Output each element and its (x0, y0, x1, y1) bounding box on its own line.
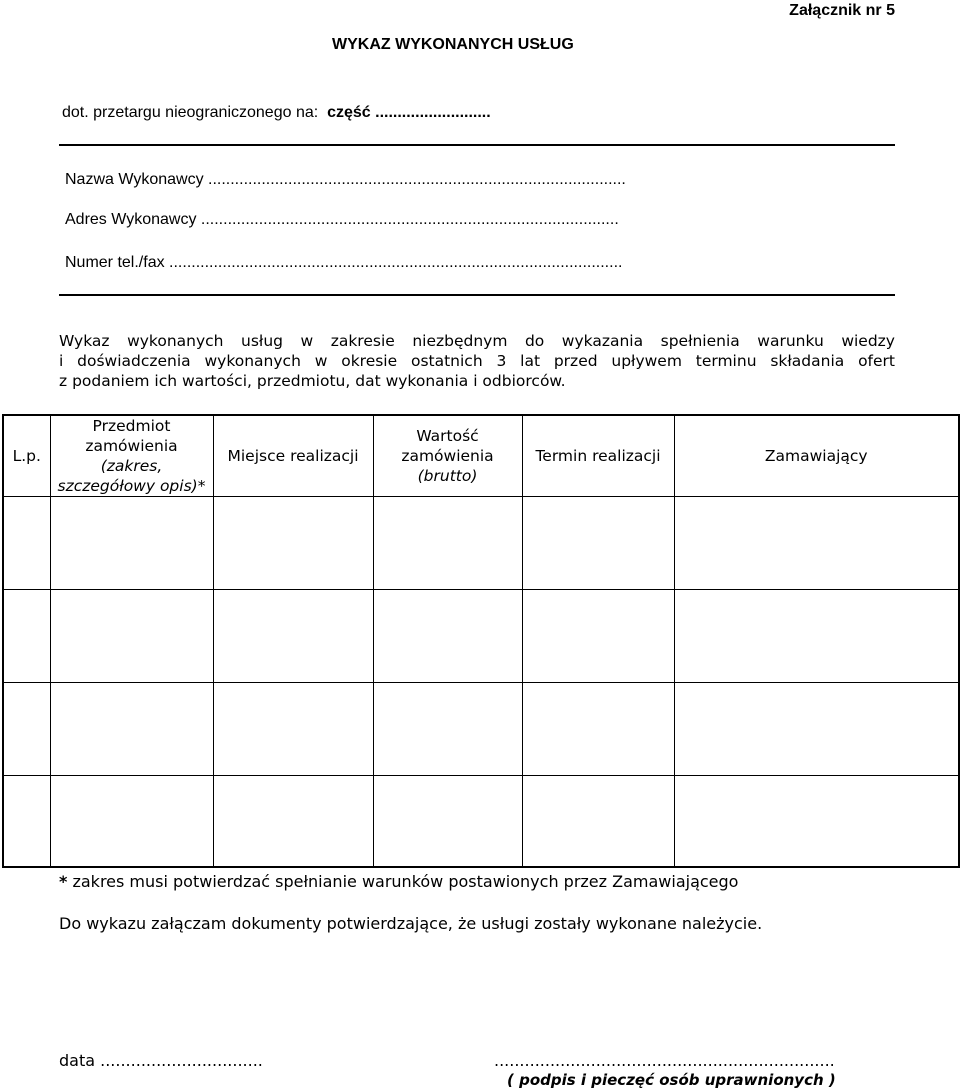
intro-paragraph (59, 331, 895, 391)
table-row (3, 683, 959, 776)
table-cell[interactable] (373, 683, 522, 776)
intro-line-2: i doświadczenia wykonanych w okresie ostatnich 3 lat przed upływem terminu składania ofert (59, 352, 895, 370)
table-cell[interactable] (522, 590, 674, 683)
table-cell[interactable] (3, 497, 50, 590)
scope-note-text: zakres musi potwierdzać spełnianie warunków postawionych przez Zamawiającego (72, 872, 739, 891)
table-cell[interactable] (674, 590, 959, 683)
date-field: data ................................ (59, 1051, 263, 1070)
table-cell[interactable] (373, 776, 522, 868)
header-client: Zamawiający (674, 415, 959, 497)
scope-note (59, 872, 738, 891)
header-value-note: (brutto) (417, 467, 478, 485)
annex-label: Załącznik nr 5 (789, 2, 895, 19)
table-row (3, 776, 959, 868)
header-subject (50, 415, 213, 497)
table-cell[interactable] (213, 776, 373, 868)
table-cell[interactable] (373, 590, 522, 683)
scope-note-star: * (59, 872, 68, 891)
header-place: Miejsce realizacji (213, 415, 373, 497)
table-cell[interactable] (50, 683, 213, 776)
header-subject-note: (zakres, szczegółowy opis)* (57, 457, 206, 495)
header-lp: L.p. (3, 415, 50, 497)
table-cell[interactable] (373, 497, 522, 590)
tender-line (62, 104, 491, 122)
table-cell[interactable] (213, 497, 373, 590)
table-cell[interactable] (3, 776, 50, 868)
signature-label: ( podpis i pieczęć osób uprawnionych ) (507, 1071, 836, 1089)
table-cell[interactable] (213, 590, 373, 683)
contractor-address-field: Adres Wykonawcy .............................................................................................. (65, 211, 619, 228)
table-cell[interactable] (522, 683, 674, 776)
top-divider (59, 144, 895, 146)
table-cell[interactable] (50, 776, 213, 868)
contractor-phone-field: Numer tel./fax ...................................................................................................... (65, 254, 623, 271)
signature-line: ................................................................... (494, 1051, 835, 1070)
table-row (3, 497, 959, 590)
header-subject-label: Przedmiot zamówienia (85, 417, 178, 455)
table-cell[interactable] (50, 497, 213, 590)
table-cell[interactable] (50, 590, 213, 683)
services-table (2, 414, 960, 868)
attachments-statement: Do wykazu załączam dokumenty potwierdzające, że usługi zostały wykonane należycie. (59, 914, 763, 933)
contractor-name-field: Nazwa Wykonawcy .............................................................................................. (65, 171, 626, 188)
table-cell[interactable] (674, 776, 959, 868)
table-cell[interactable] (3, 683, 50, 776)
table-row (3, 590, 959, 683)
intro-line-3: z podaniem ich wartości, przedmiotu, dat wykonania i odbiorców. (59, 372, 566, 390)
page-title: WYKAZ WYKONANYCH USŁUG (332, 36, 574, 53)
table-cell[interactable] (674, 497, 959, 590)
intro-line-1: Wykaz wykonanych usług w zakresie niezbędnym do wykazania spełnienia warunku wiedzy (59, 332, 895, 350)
bottom-divider (59, 294, 895, 296)
header-date: Termin realizacji (522, 415, 674, 497)
table-cell[interactable] (674, 683, 959, 776)
table-cell[interactable] (522, 497, 674, 590)
tender-part: część .......................... (327, 104, 491, 121)
table-cell[interactable] (3, 590, 50, 683)
table-header-row (3, 415, 959, 497)
table-cell[interactable] (213, 683, 373, 776)
table-cell[interactable] (522, 776, 674, 868)
header-value-label: Wartość zamówienia (401, 427, 494, 465)
tender-prefix: dot. przetargu nieograniczonego na: (62, 104, 319, 121)
header-value (373, 415, 522, 497)
